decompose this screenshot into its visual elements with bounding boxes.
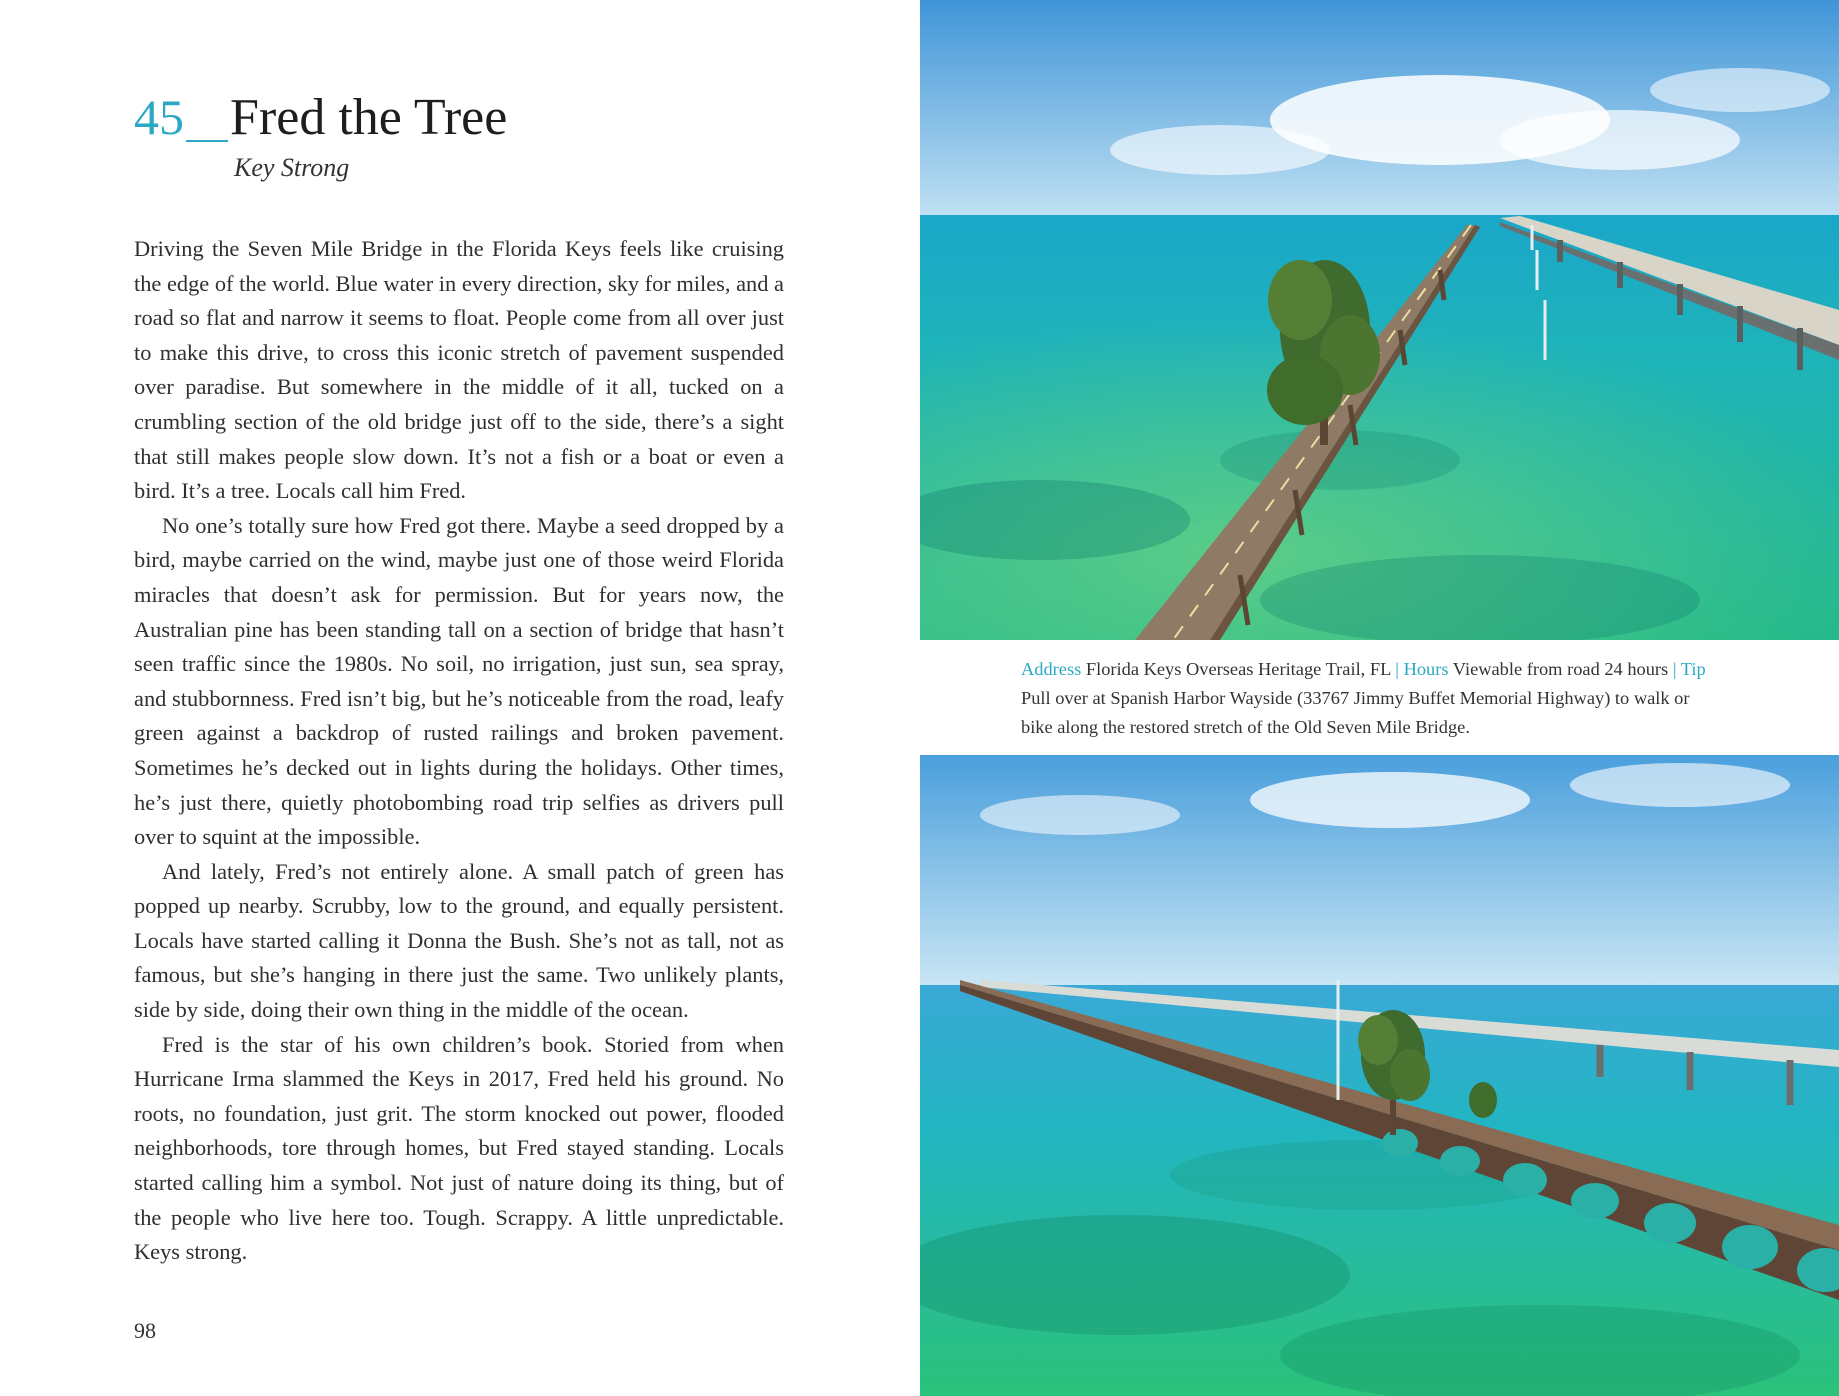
right-page: [918, 0, 1839, 1396]
photo-seven-mile-bridge: [920, 755, 1839, 1396]
hours-value: Viewable from road 24 hours: [1452, 659, 1669, 679]
hours-label: Hours: [1403, 659, 1449, 679]
photo-fred-tree-aerial: [920, 0, 1839, 640]
entry-subtitle: Key Strong: [234, 153, 350, 182]
title-rule: [186, 140, 228, 142]
body-paragraph: And lately, Fred’s not entirely alone. A small patch of green has popped up nearby. Scrubby, low to the ground, and equally persistent. Locals have started calling it Donna the Bush. She’s not as tall, not as famous, but she’s hanging in there just the same. Two unlikely plants, side by side, doing their own thing in the middle of the ocean.: [134, 858, 784, 1023]
photo-seven-mile-bridge-illustration: [920, 755, 1839, 1396]
entry-title: Fred the Tree: [230, 89, 508, 146]
entry-number: 45: [134, 89, 184, 145]
address-label: Address: [1021, 659, 1082, 679]
address-value: Florida Keys Overseas Heritage Trail, FL: [1085, 659, 1391, 679]
entry-heading: [134, 88, 507, 147]
left-page: [0, 0, 918, 1396]
caption-separator: |: [1395, 659, 1399, 679]
body-paragraph: Fred is the star of his own children’s book. Storied from when Hurricane Irma slammed the Keys in 2017, Fred held his ground. No roots, no foundation, just grit. The storm knocked out power, flooded neighborhoods, tore through homes, but Fred stayed standing. Locals started calling him a symbol. Not just of nature doing its thing, but of the people who live here too. Tough. Scrappy. A little unpredictable. Keys strong.: [134, 1031, 784, 1265]
body-text: [134, 232, 784, 1270]
body-paragraph: Driving the Seven Mile Bridge in the Florida Keys feels like cruising the edge of the world. Blue water in every direction, sky for miles, and a road so flat and narrow it seems to float. People come from all over just to make this drive, to cross this iconic stretch of pavement suspended over paradise. But somewhere in the middle of it all, tucked on a crumbling section of the old bridge just off to the side, there’s a sight that still makes people slow down. It’s not a fish or a boat or even a bird. It’s a tree. Locals call him Fred.: [134, 236, 784, 504]
body-paragraph: No one’s totally sure how Fred got there. Maybe a seed dropped by a bird, maybe carried on the wind, maybe just one of those weird Florida miracles that doesn’t ask for permission. But for years now, the Australian pine has been standing tall on a section of bridge that hasn’t seen traffic since the 1980s. No soil, no irrigation, just sun, sea spray, and stubbornness. Fred isn’t big, but he’s noticeable from the road, leafy green against a backdrop of rusted railings and broken pavement. Sometimes he’s decked out in lights during the holidays. Other times, he’s just there, quietly photobombing road trip selfies as drivers pull over to squint at the impossible.: [134, 512, 784, 850]
tip-value: Pull over at Spanish Harbor Wayside (33767 Jimmy Buffet Memorial Highway) to walk or bike along the restored stretch of the Old Seven Mile Bridge.: [1021, 688, 1690, 737]
photo-caption: [1021, 655, 1721, 742]
caption-separator: |: [1672, 659, 1677, 679]
photo-fred-tree-aerial-illustration: [920, 0, 1839, 640]
tip-label: Tip: [1680, 659, 1706, 679]
page-number: 98: [134, 1318, 156, 1343]
